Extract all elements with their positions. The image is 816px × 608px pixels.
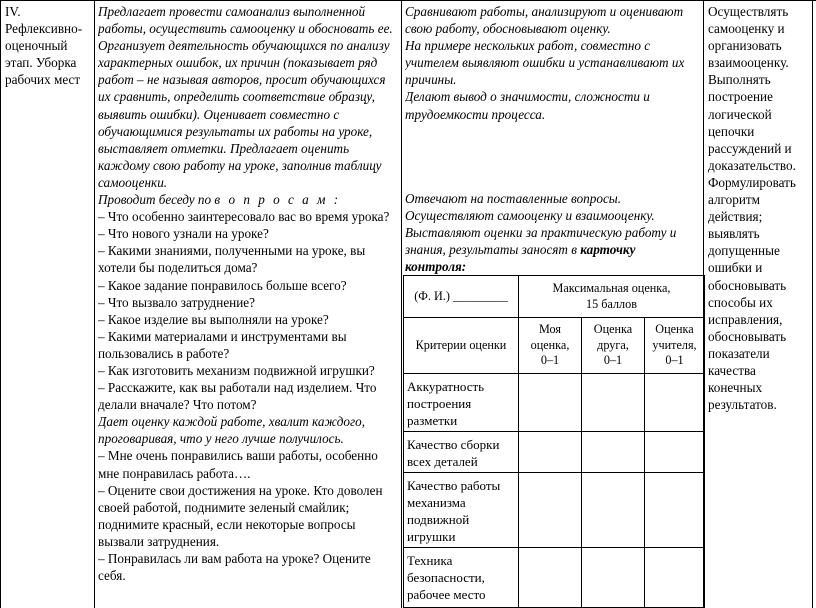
outcome-line: допущенные (708, 243, 780, 259)
outcomes-cell (708, 3, 811, 413)
question-line: – Какими материалами и инструментами вы (98, 328, 347, 344)
criteria-header (404, 318, 519, 374)
column-divider-1 (94, 0, 95, 608)
criterion-cell (404, 432, 519, 473)
stage-line: этап. Уборка (5, 55, 77, 71)
score-cell[interactable] (519, 432, 582, 473)
name-cell (404, 276, 519, 318)
teacher-intro-line: Предлагает провести самоанализ выполненной (98, 4, 366, 19)
score-cell[interactable] (645, 473, 705, 548)
criterion-cell (404, 548, 519, 608)
outcome-line: цепочки (708, 123, 755, 139)
criterion-cell (404, 374, 519, 432)
score-cell[interactable] (582, 473, 645, 548)
criterion-line: механизма (407, 495, 466, 510)
outcome-line: способы их (708, 294, 773, 310)
outcome-line: выявлять (708, 226, 760, 242)
outcome-line: Формулировать (708, 174, 796, 190)
outcome-line: исправления, (708, 311, 783, 327)
header-line: учителя, (652, 337, 697, 352)
final-line: своей работой, поднимите зеленый смайлик; (98, 499, 350, 515)
student-activity-mid (405, 190, 702, 275)
student-line: причины. (405, 72, 457, 88)
score-cell[interactable] (519, 473, 582, 548)
max-score-line: 15 баллов (586, 296, 637, 311)
question-line: – Что нового узнали на уроке? (98, 226, 269, 242)
question-line: – Какое изделие вы выполняли на уроке? (98, 311, 329, 327)
criteria-header-label: Критерии оценки (415, 337, 507, 352)
score-cell[interactable] (519, 374, 582, 432)
student-activity-top (405, 3, 702, 123)
outcome-line: ошибки и (708, 260, 763, 276)
teacher-intro-line: их сравнить, определить соответствие образцу, (98, 89, 375, 105)
teacher-intro-line: работ – не называя авторов, просит обучающихся (98, 72, 386, 88)
teacher-intro-line: работы, осуществить самооценку и обосновать ее. (98, 21, 393, 37)
question-line: пользовались в работе? (98, 345, 230, 361)
outcome-line: доказательство. (708, 157, 796, 173)
final-line: мне понравилась работа…. (98, 465, 251, 481)
teacher-activity-cell (98, 3, 400, 584)
stage-cell (5, 3, 93, 88)
student-line: учителем выявляют ошибки и устанавливают их (405, 55, 685, 71)
header-line: 0–1 (603, 353, 623, 368)
score-cell[interactable] (645, 548, 705, 608)
header-line: друга, (597, 337, 629, 352)
outcome-line: самооценку и (708, 21, 785, 37)
criterion-line: игрушки (407, 529, 456, 544)
final-line: – Мне очень понравились ваши работы, особенно (98, 448, 378, 464)
self-score-header (519, 318, 582, 374)
outcome-line: обосновывать (708, 277, 787, 293)
criterion-line: подвижной (407, 512, 470, 527)
criterion-line: рабочее место (407, 587, 486, 602)
score-cell[interactable] (645, 374, 705, 432)
outcome-line: алгоритм (708, 192, 760, 208)
score-cell[interactable] (582, 432, 645, 473)
criterion-line: Качество сборки (407, 437, 500, 452)
stage-line: оценочный (5, 38, 68, 54)
table-row (404, 374, 705, 432)
student-line: трудоемкости процесса. (405, 106, 546, 122)
stage-line: рабочих мест (5, 72, 81, 88)
conversation-spaced: в о п р о с а м : (214, 192, 341, 208)
teacher-intro-line: обучающимися результаты их работы на уроке, (98, 123, 373, 139)
question-line: – Какое задание понравилось больше всего? (98, 277, 347, 293)
table-border-left (0, 0, 1, 608)
student-line: Отвечают на поставленные вопросы. (405, 191, 622, 206)
teacher-intro-line: Организует деятельность обучающихся по анализу (98, 38, 390, 54)
student-line: Осуществляют самооценку и взаимооценку. (405, 208, 655, 224)
final-line: – Оцените свои достижения на уроке. Кто доволен (98, 482, 383, 498)
table-border-top (0, 0, 816, 1)
column-divider-2 (401, 0, 402, 608)
table-row (404, 473, 705, 548)
outcome-line: построение (708, 89, 773, 105)
max-score-line: Максимальная оценка, (552, 280, 671, 295)
outcome-line: качества (708, 362, 756, 378)
criterion-line: всех деталей (407, 454, 478, 469)
table-row (404, 276, 705, 318)
header-line: 0–1 (665, 353, 684, 368)
final-line: вызвали затруднения. (98, 533, 220, 549)
criterion-line: Качество работы (407, 478, 501, 493)
card-label: карточку (580, 242, 636, 258)
teacher-intro-line: каждому свою работу на уроке, заполнив таблицу (98, 157, 382, 173)
teacher-intro-line: выставляет отметки. Предлагает оценить (98, 140, 350, 156)
score-cell[interactable] (582, 374, 645, 432)
outcome-line: организовать (708, 38, 782, 54)
stage-line: Рефлексивно- (5, 21, 83, 37)
question-line: – Расскажите, как вы работали над изделием. Что (98, 380, 377, 396)
outcome-line: логической (708, 106, 772, 122)
criterion-line: безопасности, (407, 570, 485, 585)
table-row (404, 318, 705, 374)
outcome-line: конечных (708, 380, 763, 396)
question-line: хотели бы поделиться дома? (98, 260, 258, 276)
conversation-prefix: Проводит беседу по (98, 192, 215, 208)
final-line: – Понравилась ли вам работа на уроке? Оцените (98, 551, 371, 566)
friend-score-header (582, 318, 645, 374)
max-score-cell (519, 276, 705, 318)
card-label-2: контроля: (405, 259, 467, 275)
score-cell[interactable] (645, 432, 705, 473)
question-line: – Что особенно заинтересовало вас во время урока? (98, 209, 390, 225)
outcome-line: показатели (708, 345, 770, 361)
conversation-heading (98, 191, 400, 208)
student-line: свою работу, обосновывают оценку. (405, 21, 611, 37)
student-line: Делают вывод о значимости, сложности и (405, 89, 650, 105)
outcome-line: обосновывать (708, 328, 787, 344)
teacher-intro-line: выявить ошибки). Оценивает совместно с (98, 106, 340, 122)
criterion-line: построения (407, 396, 472, 411)
outcome-line: Осуществлять (708, 4, 789, 19)
control-card-table (403, 275, 705, 608)
teacher-score-header (645, 318, 705, 374)
outcome-line: взаимооценку. (708, 55, 789, 71)
teacher-intro-line: самооценки. (98, 174, 168, 190)
question-line: – Какими знаниями, полученными на уроке, вы (98, 243, 366, 259)
final-line: себя. (98, 568, 126, 584)
outcome-line: действия; (708, 209, 763, 225)
question-line: делали вначале? Что потом? (98, 397, 257, 413)
praise-line: проговаривая, что у него лучше получилось. (98, 431, 344, 447)
criterion-line: Аккуратность (407, 379, 485, 394)
student-line (405, 241, 702, 258)
criterion-line: Техника (407, 553, 453, 568)
student-line: Сравнивают работы, анализируют и оценивают (405, 4, 684, 19)
header-line: 0–1 (540, 353, 560, 368)
table-border-right (812, 0, 813, 608)
praise-line: Дает оценку каждой работе, хвалит каждого, (98, 414, 366, 430)
criterion-line: разметки (407, 413, 458, 428)
header-line: оценка, (530, 337, 570, 352)
teacher-intro-line: характерных ошибок, их причин (показывает ряд (98, 55, 378, 71)
header-line: Моя (538, 322, 561, 337)
header-line: Оценка (655, 322, 694, 337)
student-line: На примере нескольких работ, совместно с (405, 38, 651, 54)
name-label: (Ф. И.) _________ (414, 288, 508, 303)
outcome-line: Выполнять (708, 72, 771, 88)
student-line: Выставляют оценки за практическую работу и (405, 225, 677, 241)
question-line: – Что вызвало затруднение? (98, 294, 255, 310)
outcome-line: результатов. (708, 397, 777, 413)
score-cell[interactable] (582, 548, 645, 608)
final-line: поднимите красный, если некоторые вопросы (98, 516, 356, 532)
table-row (404, 548, 705, 608)
score-cell[interactable] (519, 548, 582, 608)
header-line: Оценка (593, 322, 633, 337)
criterion-cell (404, 473, 519, 548)
table-row (404, 432, 705, 473)
stage-line: IV. (5, 4, 21, 19)
question-line: – Как изготовить механизм подвижной игрушки? (98, 362, 375, 378)
student-line-text: знания, результаты заносят в (405, 242, 581, 258)
outcome-line: рассуждений и (708, 140, 792, 156)
